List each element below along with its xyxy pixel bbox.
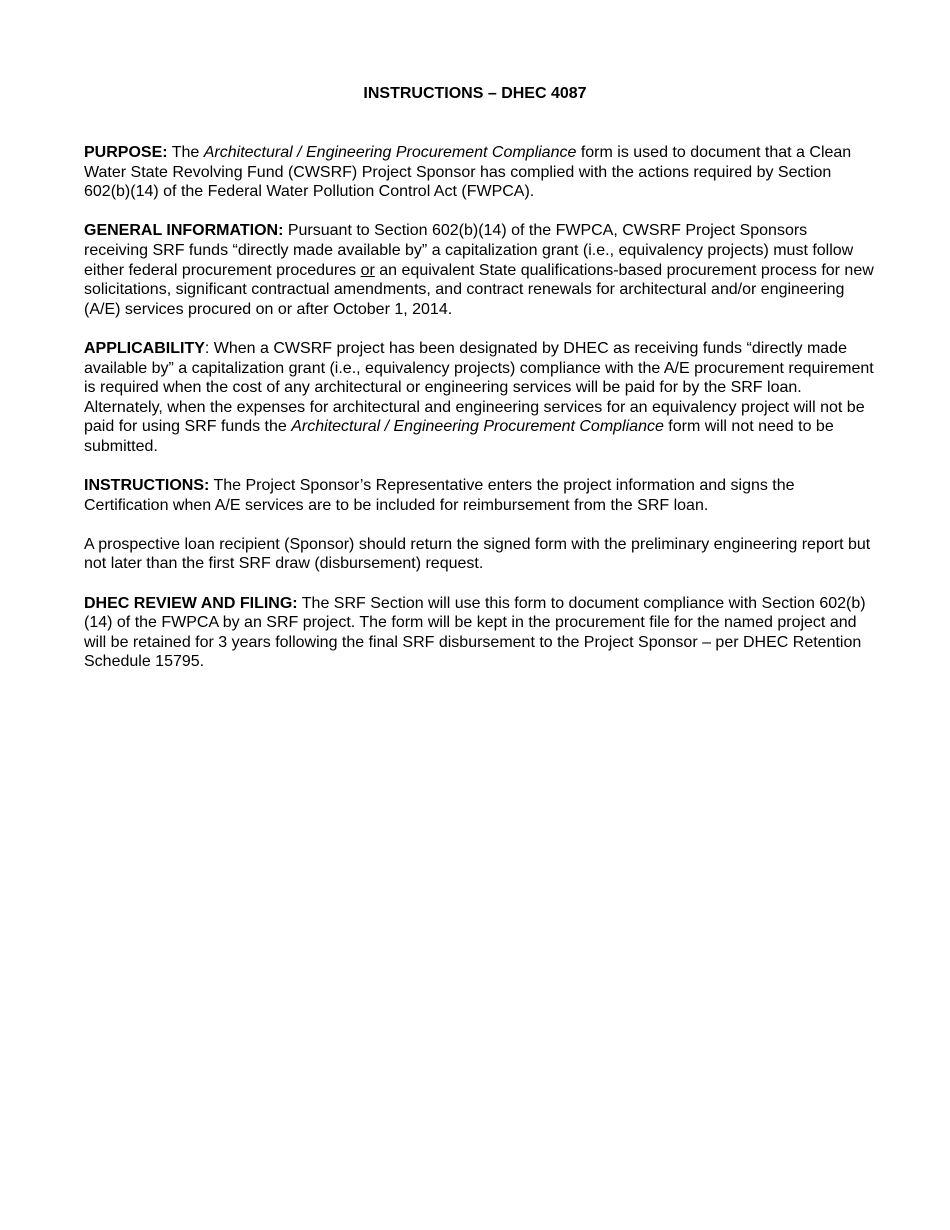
review-filing-text: The SRF Section will use this form to document compliance with Section 602(b)(14) of the FWPCA by an SRF project. The form will be kept in the procurement file for the named project and will be retained for 3 years following the final SRF disbursement to the Project Sponsor – per DHEC Retention Schedule 15795. bbox=[84, 594, 866, 671]
review-filing-paragraph bbox=[84, 594, 874, 672]
applicability-text-2: form will not need to be submitted. bbox=[84, 418, 834, 455]
review-filing-heading: DHEC REVIEW AND FILING: bbox=[84, 594, 298, 612]
applicability-paragraph bbox=[84, 339, 874, 457]
purpose-paragraph bbox=[84, 143, 874, 202]
purpose-heading: PURPOSE: bbox=[84, 144, 168, 161]
general-information-text-1: Pursuant to Section 602(b)(14) of the FWPCA, CWSRF Project Sponsors receiving SRF funds “directly made available by” a capitalization grant (i.e., equivalency projects) must follow either federal procurement procedures bbox=[84, 222, 854, 279]
purpose-form-name: Architectural / Engineering Procurement Compliance bbox=[203, 144, 577, 161]
prospective-paragraph bbox=[84, 535, 874, 574]
applicability-form-name: Architectural / Engineering Procurement Compliance bbox=[291, 418, 664, 436]
document-body bbox=[84, 143, 874, 692]
instructions-heading: INSTRUCTIONS: bbox=[84, 477, 210, 495]
prospective-text: A prospective loan recipient (Sponsor) should return the signed form with the preliminary engineering report but not later than the first SRF draw (disbursement) request. bbox=[84, 535, 871, 573]
general-information-heading: GENERAL INFORMATION: bbox=[84, 222, 284, 240]
document-title: INSTRUCTIONS – DHEC 4087 bbox=[363, 85, 587, 102]
general-information-paragraph bbox=[84, 221, 874, 319]
purpose-text-2: form is used to document that a Clean Water State Revolving Fund (CWSRF) Project Sponsor has complied with the actions required by Section 602(b)(14) of the Federal Water Pollution Control Act (FWPCA). bbox=[84, 144, 852, 201]
general-information-text-2: an equivalent State qualifications-based procurement process for new solicitations, significant contractual amendments, and contract renewals for architectural and/or engineering (A/E) services procured on or after October 1, 2014. bbox=[84, 261, 874, 318]
applicability-text-1: : When a CWSRF project has been designated by DHEC as receiving funds “directly made available by” a capitalization grant (i.e., equivalency projects) compliance with the A/E procurement requirement is required when the cost of any architectural or engineering services will be paid for by the SRF loan. Alternately, when the expenses for architectural and engineering services for an equivalency project will not be paid for using SRF funds the bbox=[84, 339, 874, 436]
instructions-paragraph bbox=[84, 476, 874, 515]
instructions-text: The Project Sponsor’s Representative enters the project information and signs the Certification when A/E services are to be included for reimbursement from the SRF loan. bbox=[84, 477, 795, 514]
general-information-underlined-word: or bbox=[360, 261, 375, 279]
applicability-heading: APPLICABILITY bbox=[84, 339, 205, 357]
purpose-text-1: The bbox=[167, 144, 204, 161]
